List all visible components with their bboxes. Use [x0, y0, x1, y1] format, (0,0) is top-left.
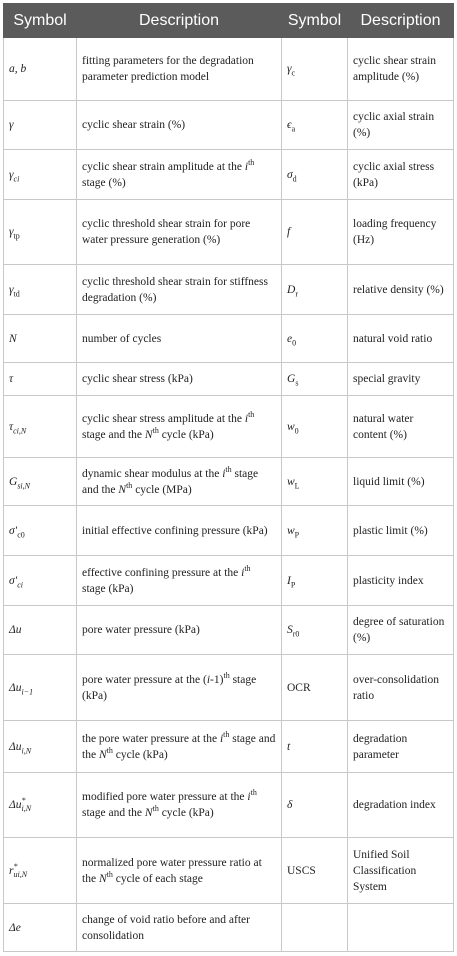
table-row [4, 150, 454, 200]
symbol-cell: $\gamma_{tp}$ [4, 200, 77, 265]
symbol-cell: $S_{r0}$ [282, 606, 348, 655]
description-cell: degradation parameter [348, 721, 454, 773]
description-cell: natural water content (%) [348, 396, 454, 458]
symbol-cell: a, b [4, 38, 77, 101]
symbol-cell: $w_0$ [282, 396, 348, 458]
header-symbol: Symbol [4, 4, 77, 38]
header-symbol-right: Symbol [282, 4, 348, 38]
description-cell: dynamic shear modulus at the $i^{th}$ stage and the $N^{th}$ cycle (MPa) [77, 458, 282, 506]
symbol-cell: $\sigma'_{ci}$ [4, 556, 77, 606]
symbol-cell: $\sigma_d$ [282, 150, 348, 200]
symbol-cell: $r^*_{ui,N}$ [4, 838, 77, 904]
description-cell: pore water pressure (kPa) [77, 606, 282, 655]
description-cell: effective confining pressure at the $i^{th}$ stage (kPa) [77, 556, 282, 606]
symbol-cell: $\gamma_{ci}$ [4, 150, 77, 200]
description-cell: cyclic shear strain amplitude (%) [348, 38, 454, 101]
table-row [4, 506, 454, 556]
description-cell: loading frequency (Hz) [348, 200, 454, 265]
table-row [4, 606, 454, 655]
description-cell: pore water pressure at the $(i-1)^{th}$ stage (kPa) [77, 655, 282, 721]
table-row [4, 904, 454, 952]
description-cell: cyclic axial strain (%) [348, 101, 454, 150]
symbol-cell: $\Delta u^*_{i,N}$ [4, 773, 77, 838]
symbol-cell: $\gamma_{td}$ [4, 265, 77, 315]
description-cell: initial effective confining pressure (kPa) [77, 506, 282, 556]
description-cell: over-consolidation ratio [348, 655, 454, 721]
symbol-cell: τ [4, 363, 77, 396]
table-row [4, 363, 454, 396]
description-cell: liquid limit (%) [348, 458, 454, 506]
symbol-cell: $\gamma_c$ [282, 38, 348, 101]
symbol-cell: $w_L$ [282, 458, 348, 506]
symbol-cell: Δe [4, 904, 77, 952]
table-row [4, 200, 454, 265]
description-cell: degradation index [348, 773, 454, 838]
description-cell: plastic limit (%) [348, 506, 454, 556]
description-cell: the pore water pressure at the $i^{th}$ stage and the $N^{th}$ cycle (kPa) [77, 721, 282, 773]
description-cell: plasticity index [348, 556, 454, 606]
symbol-cell: $D_r$ [282, 265, 348, 315]
table-row [4, 838, 454, 904]
symbol-cell: USCS [282, 838, 348, 904]
description-cell: cyclic threshold shear strain for pore water pressure generation (%) [77, 200, 282, 265]
table-row [4, 38, 454, 101]
description-cell: change of void ratio before and after consolidation [77, 904, 282, 952]
symbol-cell: δ [282, 773, 348, 838]
description-cell: cyclic shear stress amplitude at the $i^{th}$ stage and the $N^{th}$ cycle (kPa) [77, 396, 282, 458]
symbol-cell: N [4, 315, 77, 363]
description-cell: degree of saturation (%) [348, 606, 454, 655]
description-cell: cyclic axial stress (kPa) [348, 150, 454, 200]
table-row [4, 101, 454, 150]
description-cell: normalized pore water pressure ratio at the $N^{th}$ cycle of each stage [77, 838, 282, 904]
description-cell: cyclic shear strain amplitude at the $i^{th}$ stage (%) [77, 150, 282, 200]
symbol-cell [282, 904, 348, 952]
symbol-cell: $I_P$ [282, 556, 348, 606]
description-cell: modified pore water pressure at the $i^{th}$ stage and the $N^{th}$ cycle (kPa) [77, 773, 282, 838]
header-description: Description [77, 4, 282, 38]
table-row [4, 655, 454, 721]
header-description-right: Description [348, 4, 454, 38]
symbol-cell: $\tau_{ci,N}$ [4, 396, 77, 458]
description-cell [348, 904, 454, 952]
symbol-cell: $w_P$ [282, 506, 348, 556]
description-cell: special gravity [348, 363, 454, 396]
symbol-cell: f [282, 200, 348, 265]
symbol-cell: $G_s$ [282, 363, 348, 396]
symbol-cell: Δu [4, 606, 77, 655]
table-row [4, 721, 454, 773]
description-cell: cyclic threshold shear strain for stiffness degradation (%) [77, 265, 282, 315]
table-row [4, 773, 454, 838]
description-cell: number of cycles [77, 315, 282, 363]
table-row [4, 458, 454, 506]
symbol-cell: $e_0$ [282, 315, 348, 363]
symbol-cell: $\sigma'_{c0}$ [4, 506, 77, 556]
table-row [4, 556, 454, 606]
description-cell: Unified Soil Classification System [348, 838, 454, 904]
symbol-cell: $G_{si,N}$ [4, 458, 77, 506]
symbol-cell: OCR [282, 655, 348, 721]
table-row [4, 315, 454, 363]
description-cell: cyclic shear stress (kPa) [77, 363, 282, 396]
table-row [4, 396, 454, 458]
description-cell: cyclic shear strain (%) [77, 101, 282, 150]
table-row [4, 265, 454, 315]
symbol-cell: $\Delta u_{i,N}$ [4, 721, 77, 773]
symbol-cell: $\epsilon_a$ [282, 101, 348, 150]
symbol-table [3, 3, 454, 952]
symbol-cell: γ [4, 101, 77, 150]
description-cell: fitting parameters for the degradation parameter prediction model [77, 38, 282, 101]
symbol-cell: $\Delta u_{i-1}$ [4, 655, 77, 721]
description-cell: relative density (%) [348, 265, 454, 315]
symbol-cell: t [282, 721, 348, 773]
description-cell: natural void ratio [348, 315, 454, 363]
header-row [4, 4, 454, 38]
